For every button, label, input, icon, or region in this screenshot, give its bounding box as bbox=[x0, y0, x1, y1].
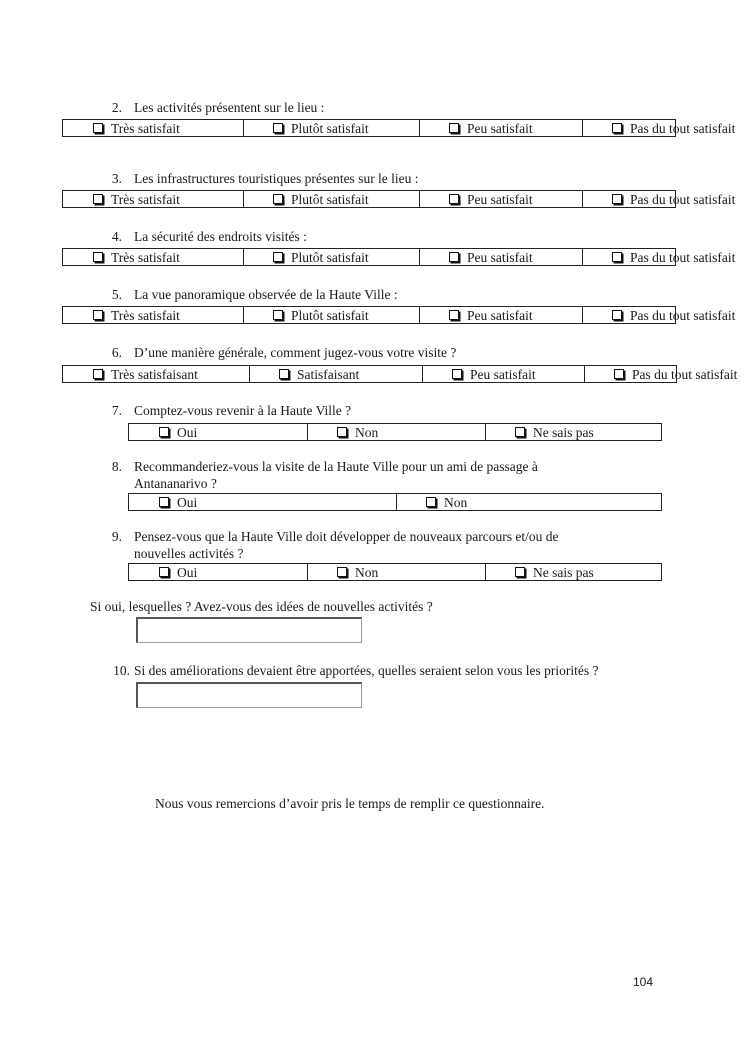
options-table bbox=[62, 248, 736, 266]
checkbox[interactable] bbox=[279, 369, 289, 379]
option-label: Plutôt satisfait bbox=[291, 249, 369, 265]
question-text-continued: Antananarivo ? bbox=[134, 476, 217, 491]
checkbox[interactable] bbox=[273, 123, 283, 133]
option-peu-satisfait[interactable] bbox=[420, 191, 583, 208]
option-label: Ne sais pas bbox=[533, 564, 594, 580]
option-plutot-satisfait[interactable] bbox=[244, 249, 420, 266]
option-oui[interactable] bbox=[129, 564, 308, 581]
checkbox[interactable] bbox=[159, 567, 169, 577]
option-label: Non bbox=[355, 564, 379, 580]
option-non[interactable] bbox=[308, 424, 486, 441]
checkbox[interactable] bbox=[159, 497, 169, 507]
question-text: Comptez-vous revenir à la Haute Ville ? bbox=[134, 403, 352, 418]
options-table bbox=[128, 493, 662, 511]
option-oui[interactable] bbox=[129, 494, 397, 511]
option-label: Oui bbox=[177, 494, 198, 510]
option-label: Plutôt satisfait bbox=[291, 191, 369, 207]
question-number: 7. bbox=[111, 403, 122, 418]
checkbox[interactable] bbox=[426, 497, 436, 507]
option-label: Peu satisfait bbox=[467, 120, 533, 136]
new-activities-input[interactable] bbox=[136, 617, 362, 643]
option-non[interactable] bbox=[397, 494, 662, 511]
option-label: Très satisfaisant bbox=[111, 366, 198, 382]
checkbox[interactable] bbox=[337, 567, 347, 577]
option-plutot-satisfait[interactable] bbox=[244, 191, 420, 208]
question-text: La vue panoramique observée de la Haute Ville : bbox=[134, 287, 398, 302]
option-peu-satisfait[interactable] bbox=[420, 120, 583, 137]
checkbox[interactable] bbox=[273, 194, 283, 204]
option-label: Plutôt satisfait bbox=[291, 120, 369, 136]
option-satisfaisant[interactable] bbox=[250, 366, 423, 383]
option-tres-satisfait[interactable] bbox=[63, 191, 244, 208]
option-oui[interactable] bbox=[129, 424, 308, 441]
question-number: 9. bbox=[111, 529, 122, 544]
question-text: Pensez-vous que la Haute Ville doit développer de nouveaux parcours et/ou de bbox=[134, 529, 559, 544]
question-text: Les infrastructures touristiques présentes sur le lieu : bbox=[134, 171, 419, 186]
question-number: 6. bbox=[111, 345, 122, 360]
option-label: Oui bbox=[177, 564, 198, 580]
question-text: Recommanderiez-vous la visite de la Haute Ville pour un ami de passage à bbox=[134, 459, 538, 474]
option-label: Non bbox=[355, 424, 379, 440]
option-label: Très satisfait bbox=[111, 307, 180, 323]
checkbox[interactable] bbox=[612, 194, 622, 204]
option-label: Pas du tout satisfait bbox=[632, 366, 738, 382]
option-pas-du-tout-satisfait[interactable] bbox=[583, 191, 736, 208]
options-table bbox=[128, 563, 662, 581]
option-label: Pas du tout satisfait bbox=[630, 307, 736, 323]
option-peu-satisfait[interactable] bbox=[423, 366, 585, 383]
checkbox[interactable] bbox=[273, 310, 283, 320]
question-number: 3. bbox=[111, 171, 122, 186]
checkbox[interactable] bbox=[449, 252, 459, 262]
options-table bbox=[128, 423, 662, 441]
option-label: Peu satisfait bbox=[470, 366, 536, 382]
checkbox[interactable] bbox=[515, 427, 525, 437]
option-plutot-satisfait[interactable] bbox=[244, 120, 420, 137]
checkbox[interactable] bbox=[93, 310, 103, 320]
checkbox[interactable] bbox=[449, 194, 459, 204]
option-label: Oui bbox=[177, 424, 198, 440]
priorities-input[interactable] bbox=[136, 682, 362, 708]
options-table bbox=[62, 190, 736, 208]
question-number: 4. bbox=[111, 229, 122, 244]
option-label: Non bbox=[444, 494, 468, 510]
option-label: Satisfaisant bbox=[297, 366, 360, 382]
option-label: Peu satisfait bbox=[467, 249, 533, 265]
checkbox[interactable] bbox=[337, 427, 347, 437]
checkbox[interactable] bbox=[449, 123, 459, 133]
question-text: La sécurité des endroits visités : bbox=[134, 229, 307, 244]
checkbox[interactable] bbox=[449, 310, 459, 320]
question-number: 2. bbox=[111, 100, 122, 115]
checkbox[interactable] bbox=[93, 123, 103, 133]
question-number: 5. bbox=[111, 287, 122, 302]
checkbox[interactable] bbox=[614, 369, 624, 379]
options-table bbox=[62, 365, 738, 383]
option-label: Pas du tout satisfait bbox=[630, 249, 736, 265]
question-number: 10. bbox=[113, 663, 130, 678]
checkbox[interactable] bbox=[612, 252, 622, 262]
options-table bbox=[62, 306, 736, 324]
option-pas-du-tout-satisfait[interactable] bbox=[583, 307, 736, 324]
checkbox[interactable] bbox=[612, 310, 622, 320]
checkbox[interactable] bbox=[93, 194, 103, 204]
option-label: Peu satisfait bbox=[467, 191, 533, 207]
question-text: Si des améliorations devaient être apportées, quelles seraient selon vous les priorités ? bbox=[134, 663, 599, 678]
option-pas-du-tout-satisfait[interactable] bbox=[585, 366, 738, 383]
options-table bbox=[62, 119, 736, 137]
checkbox[interactable] bbox=[159, 427, 169, 437]
option-pas-du-tout-satisfait[interactable] bbox=[583, 120, 736, 137]
question-text-continued: nouvelles activités ? bbox=[134, 546, 244, 561]
option-tres-satisfait[interactable] bbox=[63, 120, 244, 137]
option-non[interactable] bbox=[308, 564, 486, 581]
checkbox[interactable] bbox=[273, 252, 283, 262]
option-label: Pas du tout satisfait bbox=[630, 120, 736, 136]
option-tres-satisfaisant[interactable] bbox=[63, 366, 250, 383]
checkbox[interactable] bbox=[515, 567, 525, 577]
option-label: Très satisfait bbox=[111, 249, 180, 265]
question-number: 8. bbox=[111, 459, 122, 474]
option-label: Pas du tout satisfait bbox=[630, 191, 736, 207]
option-label: Ne sais pas bbox=[533, 424, 594, 440]
checkbox[interactable] bbox=[93, 252, 103, 262]
option-peu-satisfait[interactable] bbox=[420, 307, 583, 324]
option-label: Très satisfait bbox=[111, 191, 180, 207]
followup-question: Si oui, lesquelles ? Avez-vous des idées de nouvelles activités ? bbox=[90, 599, 433, 614]
checkbox[interactable] bbox=[93, 369, 103, 379]
option-label: Peu satisfait bbox=[467, 307, 533, 323]
page-number: 104 bbox=[633, 975, 654, 989]
option-tres-satisfait[interactable] bbox=[63, 249, 244, 266]
closing-message: Nous vous remercions d’avoir pris le temps de remplir ce questionnaire. bbox=[155, 796, 545, 811]
option-label: Plutôt satisfait bbox=[291, 307, 369, 323]
option-ne-sais-pas[interactable] bbox=[486, 564, 662, 581]
option-tres-satisfait[interactable] bbox=[63, 307, 244, 324]
checkbox[interactable] bbox=[452, 369, 462, 379]
option-plutot-satisfait[interactable] bbox=[244, 307, 420, 324]
question-text: D’une manière générale, comment jugez-vous votre visite ? bbox=[134, 345, 457, 360]
option-label: Très satisfait bbox=[111, 120, 180, 136]
checkbox[interactable] bbox=[612, 123, 622, 133]
question-text: Les activités présentent sur le lieu : bbox=[134, 100, 325, 115]
option-ne-sais-pas[interactable] bbox=[486, 424, 662, 441]
option-pas-du-tout-satisfait[interactable] bbox=[583, 249, 736, 266]
option-peu-satisfait[interactable] bbox=[420, 249, 583, 266]
